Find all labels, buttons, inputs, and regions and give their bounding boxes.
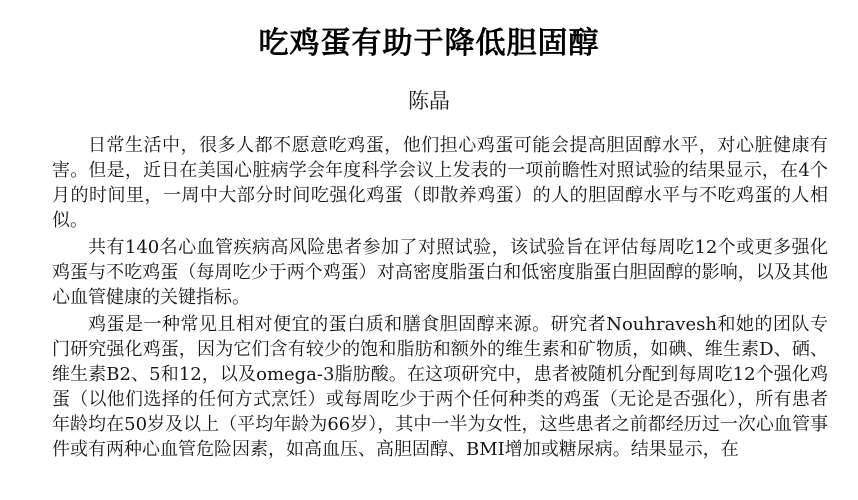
article-paragraph: 共有140名心血管疾病高风险患者参加了对照试验，该试验旨在评估每周吃12个或更多强化鸡蛋与不吃鸡蛋（每周吃少于两个鸡蛋）对高密度脂蛋白和低密度脂蛋白胆固醇的影响，以及其他心血管健康的关键指标。 bbox=[52, 237, 828, 308]
article-paragraph: 鸡蛋是一种常见且相对便宜的蛋白质和膳食胆固醇来源。研究者Nouhravesh和她的团队专门研究强化鸡蛋，因为它们含有较少的饱和脂肪和额外的维生素和矿物质，如碘、维生素D、硒、维生素B2、5和12，以及omega-3脂肪酸。在这项研究中，患者被随机分配到每周吃12个强化鸡蛋（以他们选择的任何方式烹饪）或每周吃少于两个任何种类的鸡蛋（无论是否强化），所有患者年龄均在50岁及以上（平均年龄为66岁），其中一半为女性，这些患者之前都经历过一次心血管事件或有两种心血管危险因素，如高血压、高胆固醇、BMI增加或糖尿病。结果显示，在 bbox=[52, 314, 828, 460]
article-title: 吃鸡蛋有助于降低胆固醇 bbox=[258, 26, 600, 61]
article-paragraph: 日常生活中，很多人都不愿意吃鸡蛋，他们担心鸡蛋可能会提高胆固醇水平，对心脏健康有害。但是，近日在美国心脏病学会年度科学会议上发表的一项前瞻性对照试验的结果显示，在4个月的时间里，一周中大部分时间吃强化鸡蛋（即散养鸡蛋）的人的胆固醇水平与不吃鸡蛋的人相似。 bbox=[52, 135, 828, 231]
article-body bbox=[52, 133, 828, 462]
article-author: 陈晶 bbox=[408, 89, 450, 113]
